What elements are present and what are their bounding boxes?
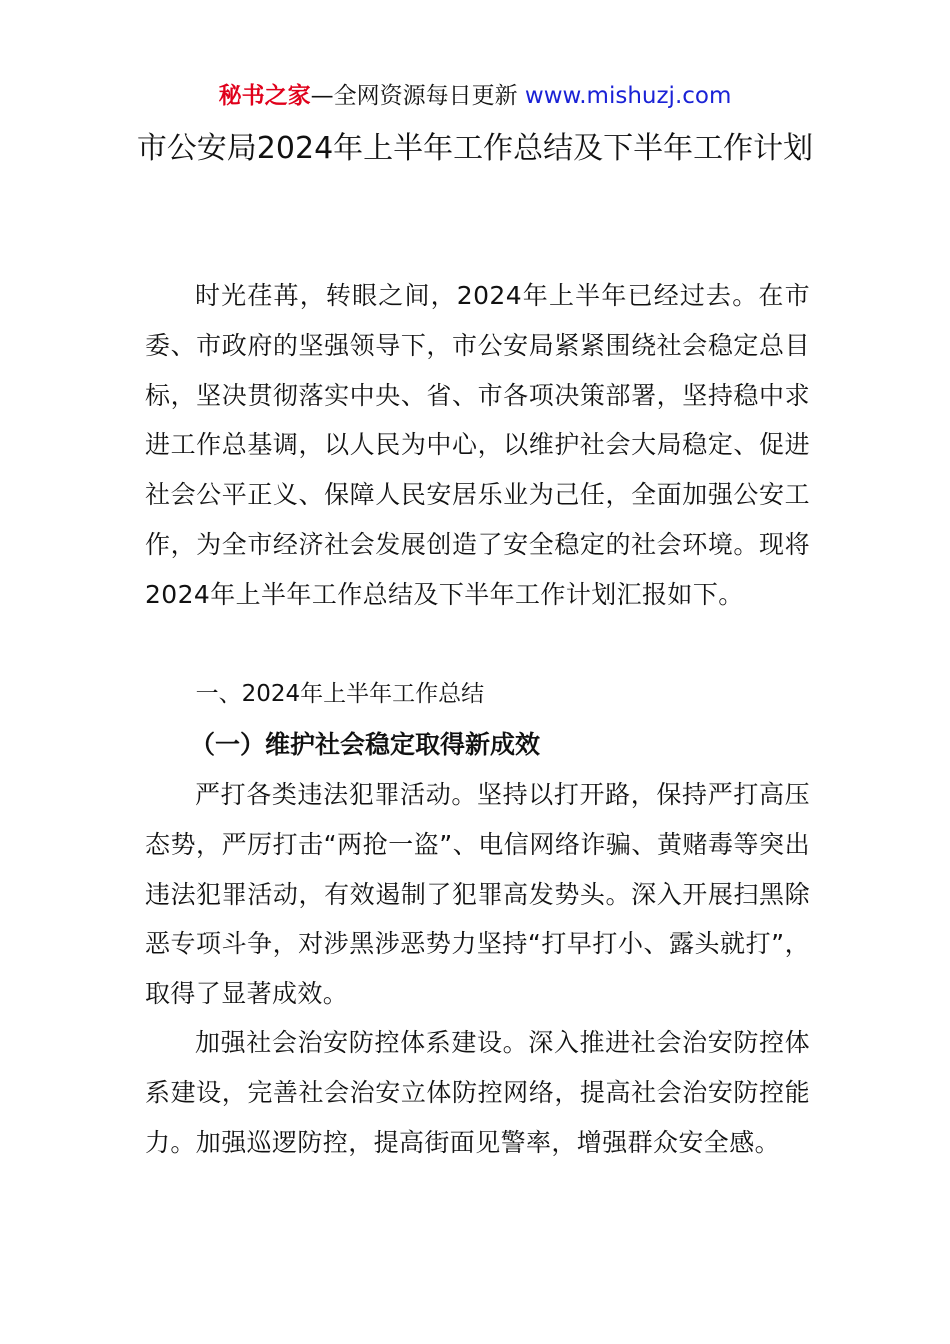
banner-tagline: —全网资源每日更新 <box>310 83 525 109</box>
banner-site-link[interactable]: www.mishuzj.com <box>524 83 732 109</box>
banner-brand: 秘书之家 <box>218 83 311 109</box>
section-heading: 一、2024年上半年工作总结 <box>195 681 485 707</box>
site-banner <box>0 78 950 114</box>
body-paragraph-crime: 严打各类违法犯罪活动。坚持以打开路，保持严打高压态势，严厉打击“两抢一盗”、电信网络诈骗、黄赌毒等突出违法犯罪活动，有效遏制了犯罪高发势头。深入开展扫黑除恶专项斗争，对涉黑涉恶势力坚持“打早打小、露头就打”，取得了显著成效。 <box>145 780 810 1009</box>
subsection-heading: （一）维护社会稳定取得新成效 <box>190 730 541 759</box>
intro-paragraph: 时光荏苒，转眼之间，2024年上半年已经过去。在市委、市政府的坚强领导下，市公安局紧紧围绕社会稳定总目标，坚决贯彻落实中央、省、市各项决策部署，坚持稳中求进工作总基调，以人民为中心，以维护社会大局稳定、促进社会公平正义、保障人民安居乐业为己任，全面加强公安工作，为全市经济社会发展创造了安全稳定的社会环境。现将2024年上半年工作总结及下半年工作计划汇报如下。 <box>145 281 810 609</box>
document-title: 市公安局2024年上半年工作总结及下半年工作计划 <box>136 131 814 166</box>
body-paragraph-prevention: 加强社会治安防控体系建设。深入推进社会治安防控体系建设，完善社会治安立体防控网络，提高社会治安防控能力。加强巡逻防控，提高街面见警率，增强群众安全感。 <box>145 1028 810 1157</box>
